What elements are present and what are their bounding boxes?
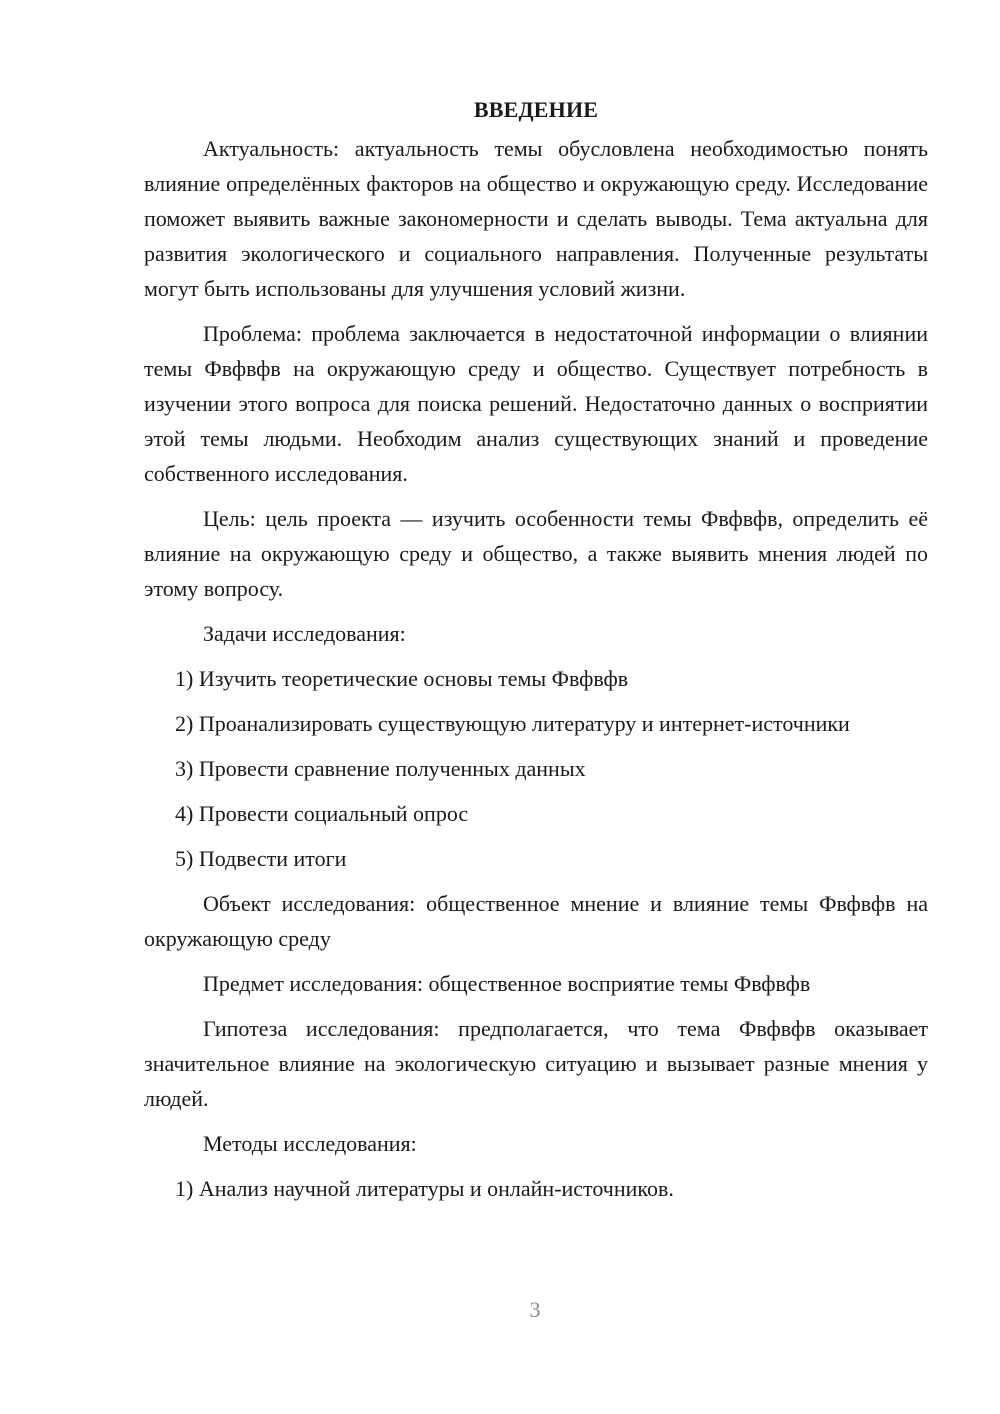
tasks-heading: Задачи исследования:	[203, 621, 406, 646]
paragraph-problem: Проблема: проблема заключается в недостаточной информации о влиянии темы Фвфвфв на окружающую среду и общество. Существует потребность в изучении этого вопроса для поиска решений. Недостаточно данных о восприятии этой темы людьми. Необходим анализ существующих знаний и проведение собственного исследования.	[144, 321, 928, 486]
task-item: 3) Провести сравнение полученных данных	[175, 756, 586, 781]
task-item: 4) Провести социальный опрос	[175, 801, 469, 826]
task-item: 2) Проанализировать существующую литературу и интернет-источники	[175, 711, 850, 736]
paragraph-hypothesis: Гипотеза исследования: предполагается, что тема Фвфвфв оказывает значительное влияние на экологическую ситуацию и вызывает разные мнения у людей.	[144, 1016, 928, 1111]
method-item: 1) Анализ научной литературы и онлайн-источников.	[175, 1176, 674, 1201]
task-item: 1) Изучить теоретические основы темы Фвфвфв	[175, 666, 629, 691]
paragraph-subject: Предмет исследования: общественное восприятие темы Фвфвфв	[203, 971, 811, 996]
paragraph-goal: Цель: цель проекта — изучить особенности темы Фвфвфв, определить её влияние на окружающую среду и общество, а также выявить мнения людей по этому вопросу.	[144, 506, 928, 601]
task-item: 5) Подвести итоги	[175, 846, 347, 871]
paragraph-object: Объект исследования: общественное мнение и влияние темы Фвфвфв на окружающую среду	[144, 891, 928, 951]
methods-heading: Методы исследования:	[203, 1131, 417, 1156]
page-title: ВВЕДЕНИЕ	[473, 97, 599, 122]
document-page	[144, 92, 928, 1216]
paragraph-relevance: Актуальность: актуальность темы обусловлена необходимостью понять влияние определённых факторов на общество и окружающую среду. Исследование поможет выявить важные закономерности и сделать выводы. Тема актуальна для развития экологического и социального направления. Полученные результаты могут быть использованы для улучшения условий жизни.	[144, 136, 928, 301]
page-number: 3	[529, 1297, 541, 1322]
